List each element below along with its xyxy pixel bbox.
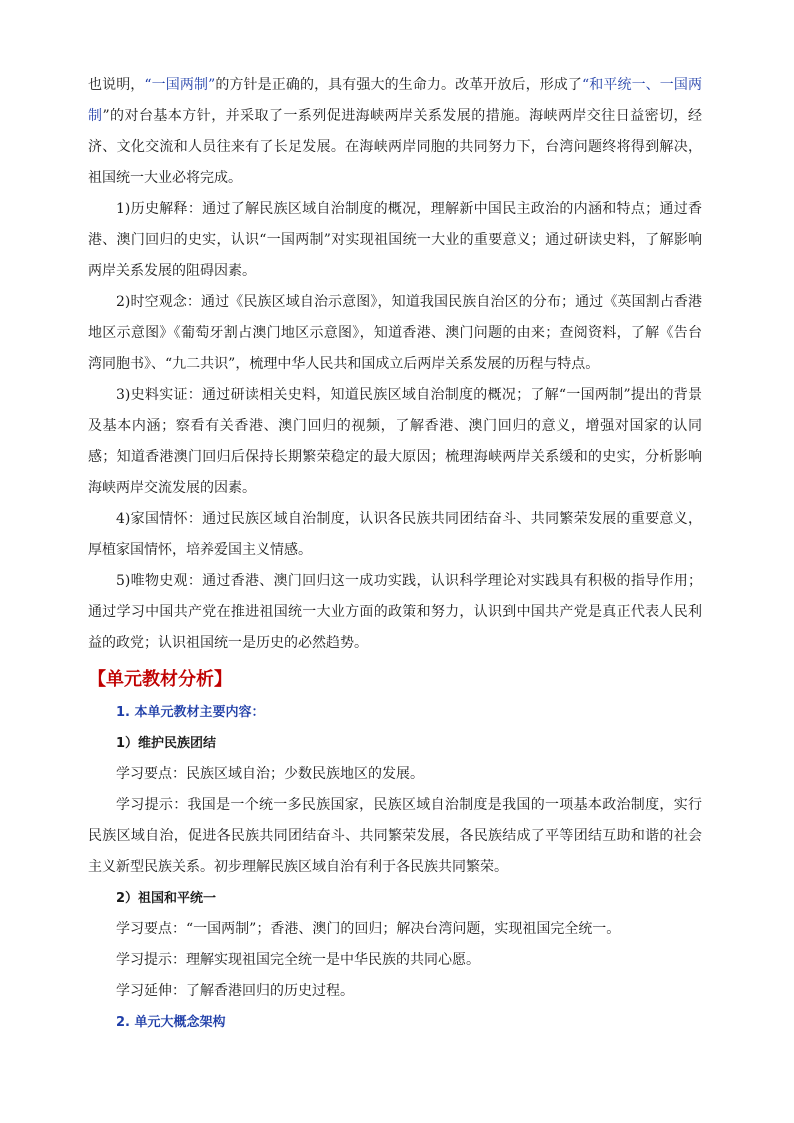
topic2-extension: 学习延伸：了解香港回归的历史过程。 [116, 983, 354, 999]
document-page [88, 70, 702, 1038]
intro-text: 也说明， [88, 77, 145, 93]
topic1-tips: 学习提示：我国是一个统一多民族国家，民族区域自治制度是我国的一项基本政治制度，实行民族区域自治，促进各民族共同团结奋斗、共同繁荣发展，各民族结成了平等团结互助和谐的社会主义新型民族关系。初步理解民族区域自治有利于各民族共同繁荣。 [88, 797, 702, 875]
goal-space-time: 2)时空观念：通过《民族区域自治示意图》，知道我国民族自治区的分布；通过《英国割占香港地区示意图》《葡萄牙割占澳门地区示意图》，知道香港、澳门问题的由来；查阅资料，了解《告台湾同胞书》、“九二共识”，梳理中华人民共和国成立后两岸关系发展的历程与特点。 [88, 294, 702, 372]
topic2-title: 2）祖国和平统一 [116, 891, 217, 906]
intro-paragraph [88, 70, 702, 194]
goal-evidence: 3)史料实证：通过研读相关史料，知道民族区域自治制度的概况；了解“一国两制”提出的背景及基本内涵；察看有关香港、澳门回归的视频，了解香港、澳门回归的意义，增强对国家的认同感；知道香港澳门回归后保持长期繁荣稳定的最大原因；梳理海峡两岸关系缓和的史实，分析影响海峡两岸交流发展的因素。 [88, 387, 702, 496]
topic1-title: 1）维护民族团结 [116, 736, 217, 751]
content-heading: 1. 本单元教材主要内容： [116, 705, 265, 720]
intro-text: ”的对台基本方针，并采取了一系列促进海峡两岸关系发展的措施。海峡两岸交往日益密切，经济、文化交流和人员往来有了长足发展。在海峡两岸同胞的共同努力下，台湾问题终将得到解决，祖国统一大业必将完成。 [88, 108, 703, 186]
topic1-points: 学习要点：民族区域自治；少数民族地区的发展。 [116, 766, 424, 782]
goal-materialism: 5)唯物史观：通过香港、澳门回归这一成功实践，认识科学理论对实践具有积极的指导作用；通过学习中国共产党在推进祖国统一大业方面的政策和努力，认识到中国共产党是真正代表人民利益的政党；认识祖国统一是历史的必然趋势。 [88, 573, 702, 651]
goal-patriotism: 4)家国情怀：通过民族区域自治制度，认识各民族共同团结奋斗、共同繁荣发展的重要意义，厚植家国情怀，培养爱国主义情感。 [88, 511, 702, 558]
peaceful-unification-quote: “和平统一、一国两制 [88, 77, 702, 124]
goal-history-interpretation: 1)历史解释：通过了解民族区域自治制度的概况，理解新中国民主政治的内涵和特点；通过香港、澳门回归的史实，认识“一国两制”对实现祖国统一大业的重要意义；通过研读史料，了解影响两岸关系发展的阻碍因素。 [88, 201, 702, 279]
topic2-tips: 学习提示：理解实现祖国完全统一是中华民族的共同心愿。 [116, 952, 480, 968]
topic2-points: 学习要点：“一国两制”；香港、澳门的回归；解决台湾问题，实现祖国完全统一。 [116, 921, 621, 937]
framework-heading: 2. 单元大概念架构 [116, 1015, 226, 1030]
section-title: 【单元教材分析】 [88, 669, 232, 690]
one-country-two-systems-quote: “一国两制” [144, 77, 216, 93]
intro-text: 的方针是正确的，具有强大的生命力。改革开放后，形成了 [215, 77, 583, 93]
